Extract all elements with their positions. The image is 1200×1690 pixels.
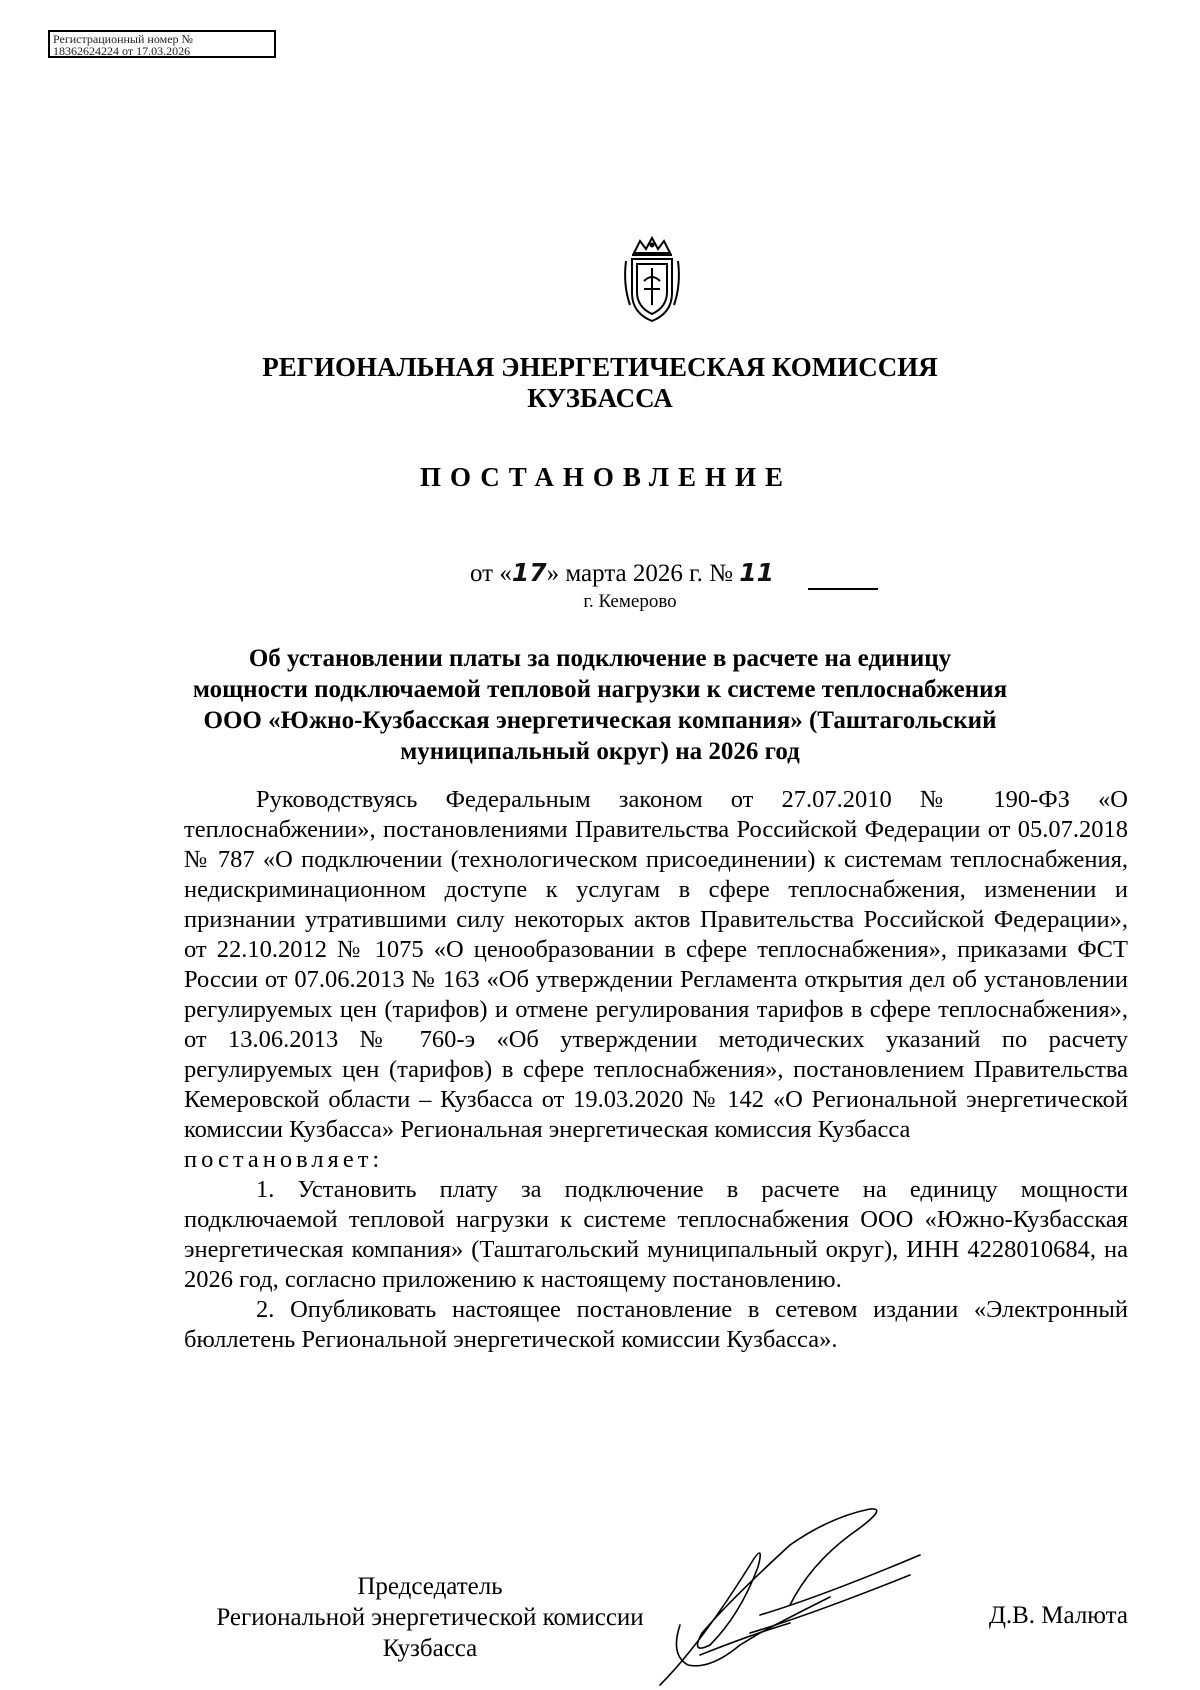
- registration-line-1: Регистрационный номер №: [53, 32, 193, 46]
- item-2-paragraph: 2. Опубликовать настоящее постановление в сетевом издании «Электронный бюллетень Региональной энергетической комиссии Кузбасса».: [184, 1296, 1128, 1353]
- position-line-1: Председатель: [357, 1573, 503, 1600]
- org-line-1: РЕГИОНАЛЬНАЯ ЭНЕРГЕТИЧЕСКАЯ КОМИССИЯ: [262, 352, 938, 382]
- org-line-2: КУЗБАССА: [527, 383, 673, 413]
- title-line-2: мощности подключаемой тепловой нагрузки к системе теплоснабжения: [192, 676, 1008, 703]
- date-middle: » марта 2026 г. №: [546, 560, 733, 587]
- registration-stamp: [48, 30, 276, 58]
- item-1-paragraph: 1. Установить плату за подключение в расчете на единицу мощности подключаемой тепловой нагрузки к системе теплоснабжения ООО «Южно-Кузбасская энергетическая компания» (Таштагольский муниципальный округ), ИНН 4228010684, на 2026 год, согласно приложению к настоящему постановлению.: [184, 1176, 1128, 1293]
- title-line-3: ООО «Южно-Кузбасская энергетическая компания» (Таштагольский: [203, 707, 997, 734]
- date-prefix: от «: [470, 560, 512, 587]
- date-line: [470, 558, 774, 588]
- date-day: 17: [511, 558, 547, 587]
- document-title: [0, 643, 1200, 767]
- signatory-position: [160, 1571, 700, 1664]
- position-line-2: Региональной энергетической комиссии: [216, 1604, 644, 1631]
- coat-of-arms-icon: [620, 235, 684, 325]
- organization-name: [0, 352, 1200, 414]
- number-underline: [808, 588, 878, 590]
- title-line-1: Об установлении платы за подключение в расчете на единицу: [248, 645, 952, 672]
- signatory-name: Д.В. Малюта: [988, 1602, 1128, 1629]
- city: г. Кемерово: [583, 591, 677, 612]
- document-number: 11: [739, 558, 774, 587]
- position-line-3: Кузбасса: [382, 1635, 478, 1662]
- document-type: ПОСТАНОВЛЕНИЕ: [419, 462, 793, 492]
- document-body: [184, 785, 1128, 1355]
- handwritten-signature: [640, 1505, 930, 1690]
- registration-line-2: 18362624224 от 17.03.2026: [53, 44, 191, 58]
- preamble-paragraph: Руководствуясь Федеральным законом от 27.07.2010 № 190-ФЗ «О теплоснабжении», постановлениями Правительства Российской Федерации от 05.07.2018 № 787 «О подключении (технологическом присоединении) к системам теплоснабжения, недискриминационном доступе к услугам в сфере теплоснабжения, изменении и признании утратившими силу некоторых актов Правительства Российской Федерации», от 22.10.2012 № 1075 «О ценообразовании в сфере теплоснабжения», приказами ФСТ России от 07.06.2013 № 163 «Об утверждении Регламента открытия дел об установлении регулируемых цен (тарифов) и отмене регулирования тарифов в сфере теплоснабжения», от 13.06.2013 № 760-э «Об утверждении методических указаний по расчету регулируемых цен (тарифов) в сфере теплоснабжения», постановлением Правительства Кемеровской области – Кузбасса от 19.03.2020 № 142 «О Региональной энергетической комиссии Кузбасса» Региональная энергетическая комиссия Кузбасса: [184, 786, 1128, 1143]
- title-line-4: муниципальный округ) на 2026 год: [400, 738, 800, 765]
- resolves-word: постановляет:: [184, 1146, 384, 1173]
